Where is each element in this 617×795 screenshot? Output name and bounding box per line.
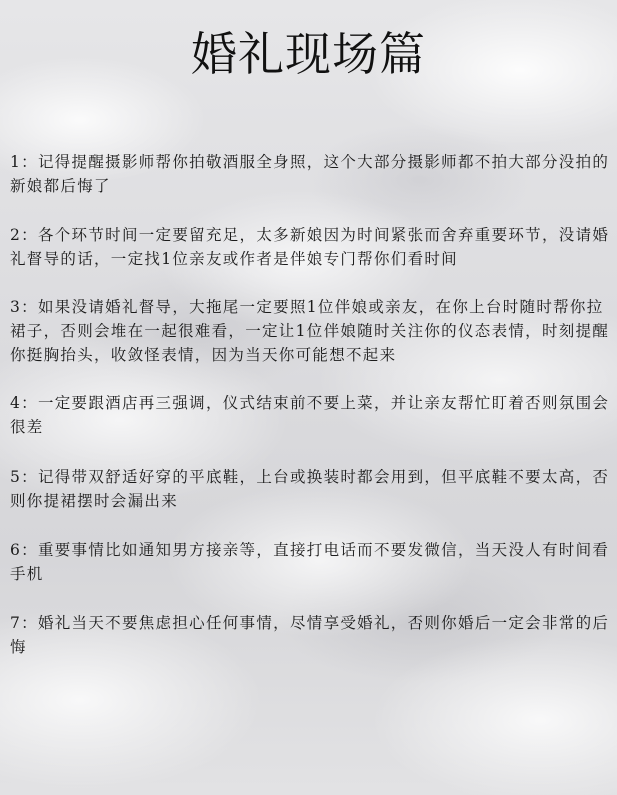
list-item: 1：记得提醒摄影师帮你拍敬酒服全身照，这个大部分摄影师都不拍大部分没拍的新娘都后悔了 xyxy=(10,153,610,195)
list-item: 5：记得带双舒适好穿的平底鞋，上台或换装时都会用到，但平底鞋不要太高，否则你提裙摆时会漏出来 xyxy=(10,468,610,510)
list-item: 6：重要事情比如通知男方接亲等，直接打电话而不要发微信，当天没人有时间看手机 xyxy=(10,541,610,583)
list-item: 2：各个环节时间一定要留充足，太多新娘因为时间紧张而舍弃重要环节，没请婚礼督导的话，一定找1位亲友或作者是伴娘专门帮你们看时间 xyxy=(10,226,610,268)
list-item: 4：一定要跟酒店再三强调，仪式结束前不要上菜，并让亲友帮忙盯着否则氛围会很差 xyxy=(10,394,610,436)
list-item: 3：如果没请婚礼督导，大拖尾一定要照1位伴娘或亲友，在你上台时随时帮你拉裙子，否则会堆在一起很难看，一定让1位伴娘随时关注你的仪态表情，时刻提醒你挺胸抬头，收敛怪表情，因为当天你可能想不起来 xyxy=(10,298,610,364)
list-item: 7：婚礼当天不要焦虑担心任何事情，尽情享受婚礼，否则你婚后一定会非常的后悔 xyxy=(10,614,610,656)
tips-list xyxy=(10,150,613,673)
page-title: 婚礼现场篇 xyxy=(191,27,426,81)
